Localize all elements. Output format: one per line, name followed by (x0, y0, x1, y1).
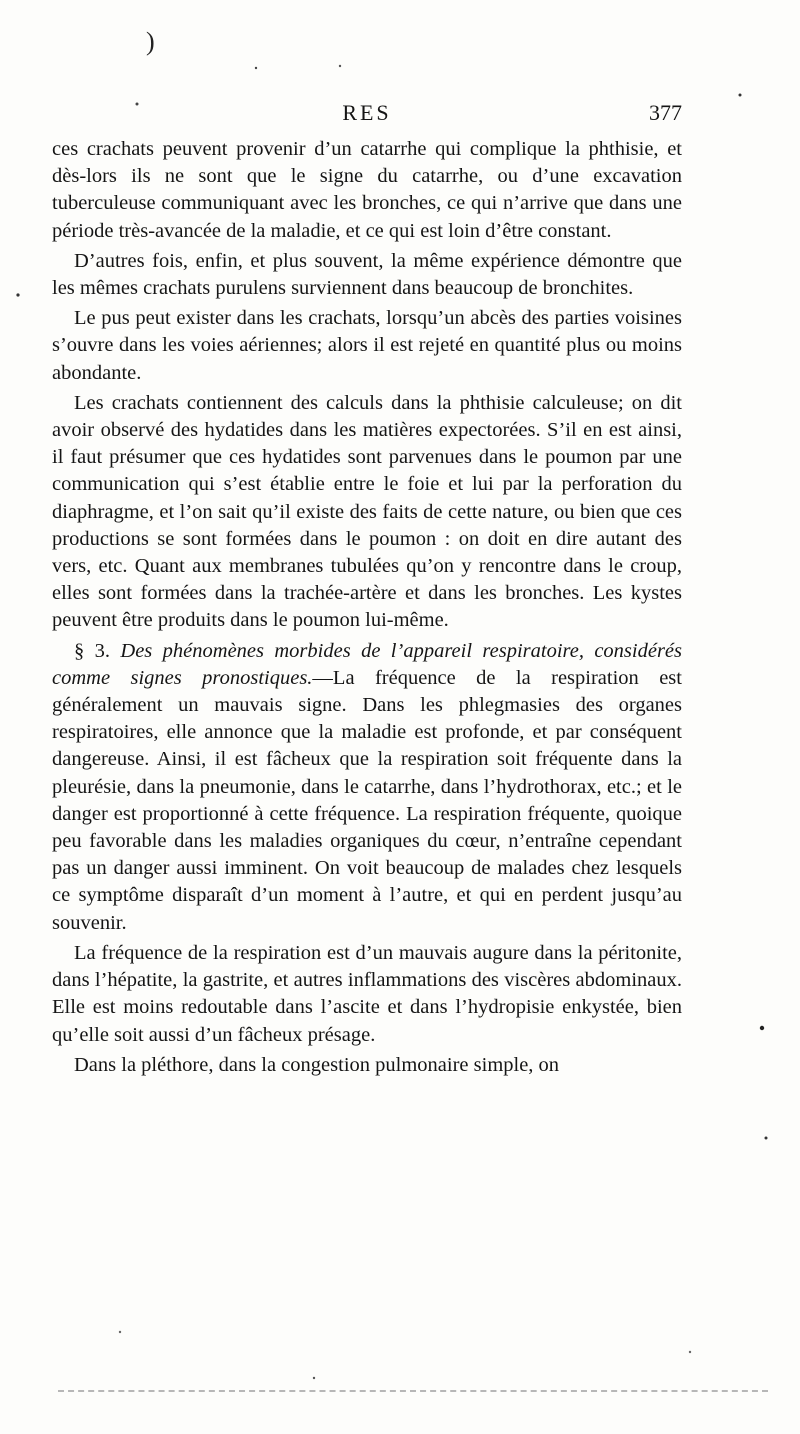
section-title: Des phénomènes morbides de l’appareil respiratoire, considérés comme signes pronostiques. (52, 639, 683, 689)
paragraph: La fréquence de la respiration est d’un mauvais augure dans la péritonite, dans l’hépatite, la gastrite, et autres inflammations des viscères abdominaux. Elle est moins redoutable dans l’ascite et dans l’hydropisie enkystée, bien qu’elle soit aussi d’un fâcheux présage. (52, 941, 682, 1046)
running-head: RES (342, 100, 392, 125)
paragraph: Les crachats contiennent des calculs dans la phthisie calculeuse; on dit avoir observé des hydatides dans les matières expectorées. S’il en est ainsi, il faut présumer que ces hydatides sont parvenues dans le poumon par une communication qui s’est établie entre le foie et lui par la perforation du diaphragme, et l’on sait qu’il existe des faits de cette nature, ou bien que ces productions se sont formées dans le poumon : on doit en dire autant des vers, etc. Quant aux membranes tubulées qu’on y rencontre dans le croup, elles sont formées dans la trachée-artère et dans les bronches. Les kystes peuvent être produits dans le poumon lui-même. (52, 391, 682, 632)
svg-text:): ) (146, 27, 155, 56)
page-header (52, 100, 682, 134)
section-mark: § 3. (74, 639, 111, 662)
paragraph: Dans la pléthore, dans la congestion pulmonaire simple, on (74, 1053, 560, 1076)
page-number: 377 (649, 100, 682, 125)
section-text: —La fréquence de la respiration est généralement un mauvais signe. Dans les phlegmasies des organes respiratoires, elle annonce que la maladie est profonde, et par conséquent dangereuse. Ainsi, il est fâcheux que la respiration soit fréquente dans la pleurésie, dans la pneumonie, dans le catarrhe, dans l’hydrothorax, etc.; et le danger est proportionné à cette fréquence. La respiration fréquente, quoique peu favorable dans les maladies organiques du cœur, n’entraîne cependant pas un danger aussi imminent. On voit beaucoup de malades chez lesquels ce symptôme disparaît d’un moment à l’autre, et qui en perdent jusqu’au souvenir. (52, 666, 682, 934)
bottom-rule (58, 1390, 768, 1394)
paragraph: ces crachats peuvent provenir d’un catarrhe qui complique la phthisie, et dès-lors ils ne sont que le signe du catarrhe, ou d’une excavation tuberculeuse communiquant avec les bronches, ce qui n’arrive que dans une période très-avancée de la maladie, et ce qui est loin d’être constant. (52, 138, 682, 242)
body-text (52, 136, 682, 1079)
paragraph: D’autres fois, enfin, et plus souvent, la même expérience démontre que les mêmes crachats purulens surviennent dans beaucoup de bronchites. (52, 249, 682, 300)
section-paragraph (52, 638, 682, 937)
paragraph: Le pus peut exister dans les crachats, lorsqu’un abcès des parties voisines s’ouvre dans les voies aériennes; alors il est rejeté en quantité plus ou moins abondante. (52, 307, 682, 384)
